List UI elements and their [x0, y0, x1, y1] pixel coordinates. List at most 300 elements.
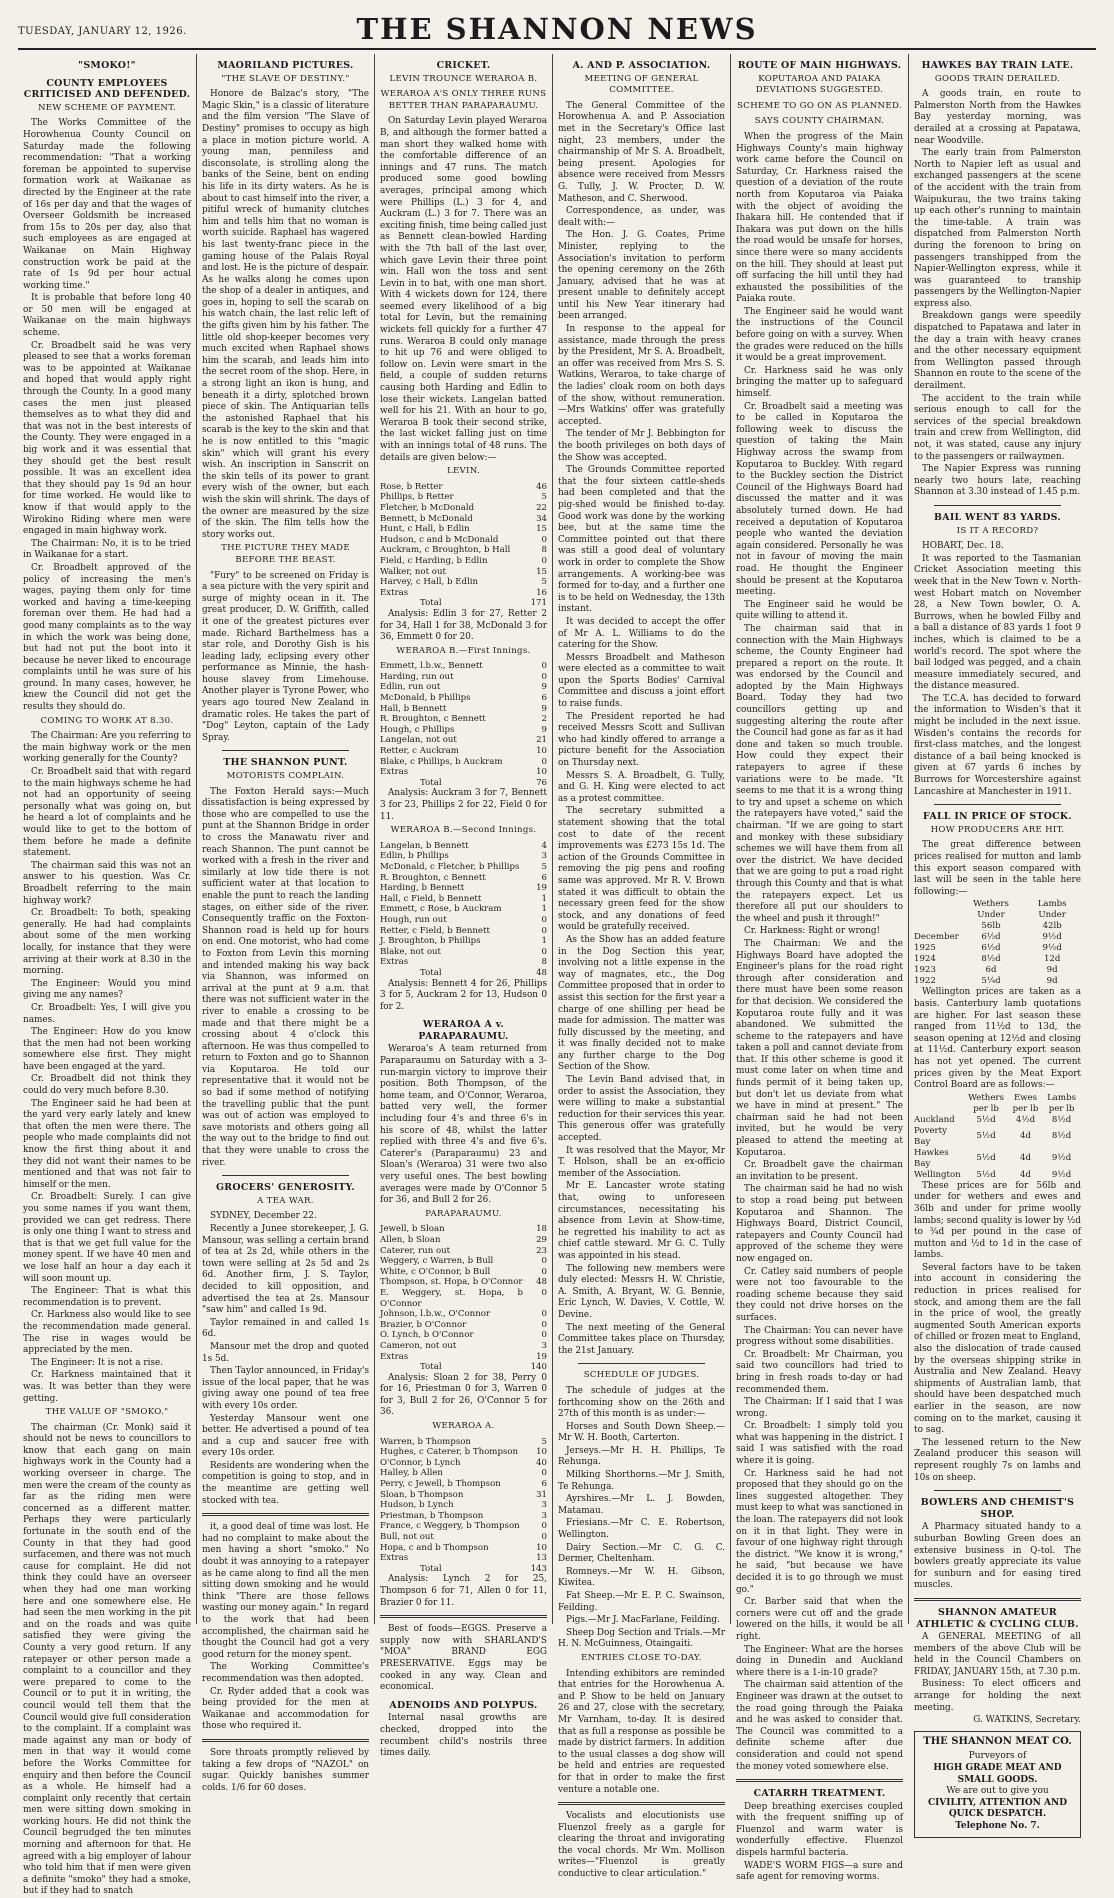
analysis: Analysis: Lynch 2 for 25, Thompson 6 for 71, Allen 0 for 11, Brazier 0 for 11. [380, 1574, 547, 1608]
batsman: Bull, not out [380, 1532, 434, 1542]
score-row [380, 1437, 547, 1448]
paragraph: Messrs Broadbelt and Matheson were elected as a committee to wait upon the Sports Bodies' Carnival Committee and discuss a joint effort to raise funds. [558, 652, 725, 710]
runs: 4 [541, 840, 547, 851]
runs: 48 [536, 967, 547, 978]
batsman: Brazier, b O'Connor [380, 1319, 467, 1330]
runs: 76 [536, 777, 547, 788]
table-cell: 56lb [981, 921, 1001, 932]
runs: 3 [541, 851, 547, 862]
headline-price-of-stock: FALL IN PRICE OF STOCK. [923, 811, 1072, 823]
score-row [380, 535, 547, 546]
paragraph: The lessened return to the New Zealand producer this season will represent roughly 7s on lambs and 10s on sheep. [914, 1437, 1081, 1483]
runs: 10 [536, 1447, 547, 1458]
signature: G. WATKINS, Secretary. [973, 1715, 1081, 1726]
paragraph: The Engineer: Would you mind giving me any names? [23, 978, 191, 1001]
headline-athletic-club: SHANNON AMATEUR ATHLETIC & CYCLING CLUB. [916, 1606, 1079, 1630]
batsman: Jewell, b Sloan [380, 1224, 445, 1235]
paragraph: When the progress of the Main Highways County's main highway work came before the Council on Saturday, Cr. Harkness raised the question of a deviation of the route north from Koputaroa via Paiaka with the object of avoiding the Ihakara hill. He contended that if Ihakara was put down on the hills the road would be unsafe for horses, since there were so many accidents on the hill. They should at least put off surfacing the hill until they had exhausted the possibilities of the Paiaka route. [736, 131, 903, 305]
runs: 48 [536, 1277, 547, 1288]
batsman: Walker, not out [380, 566, 446, 577]
table-cell: 9½d [1051, 1153, 1072, 1164]
runs: 0 [541, 1266, 547, 1277]
batsman: Bennett, b McDonald [380, 513, 473, 524]
runs: 15 [536, 566, 547, 577]
judge-entry: Pigs.—Mr J. MacFarlane, Feilding. [566, 1615, 720, 1626]
score-row [380, 1246, 547, 1257]
score-total-row [380, 778, 547, 789]
judge-entry: Dairy Section.—Mr C. G. C. Dermer, Cheltenham. [558, 1542, 725, 1565]
score-row [380, 904, 547, 915]
table-cell [914, 921, 959, 932]
score-row [380, 862, 547, 873]
score-row [380, 1309, 547, 1320]
runs: 23 [536, 1245, 547, 1256]
divider [578, 1363, 705, 1364]
runs: 0 [541, 555, 547, 566]
paragraph: In response to the appeal for assistance, made through the press by the President, Mr S. A. Broadbelt, an offer was received from Mrs S. S. Watkins, Weraroa, to take charge of the ladies' cloak room on both days of the show, without remuneration.—Mrs Watkins' offer was gratefully accepted. [558, 324, 725, 427]
runs: 0 [541, 925, 547, 936]
score-row [380, 746, 547, 757]
paragraph: The Engineer: How do you know that the men had not been working somewhere else first. They might have been engaged at the yard. [23, 1027, 191, 1072]
score-row [380, 947, 547, 958]
divider [202, 1739, 369, 1742]
paragraph: A Pharmacy situated handy to a suburban Bowling Green does an extensive business in Q-tol. The bowlers greatly appreciate its value for sunburn and for easing tired muscles. [914, 1522, 1081, 1591]
runs: 40 [536, 1457, 547, 1468]
batsman: Harding, run out [380, 671, 454, 682]
subhead-coming-to-work: COMING TO WORK AT 8.30. [40, 715, 174, 726]
scorecard-weraroa-b-first [380, 661, 547, 788]
score-row [380, 1447, 547, 1458]
table-cell: 12d [1043, 954, 1061, 965]
batsman: Thompson, st. Hopa, b O'Connor [380, 1277, 523, 1288]
paragraph: Intending exhibitors are reminded that entries for the Horowhenua A. and P. Show to be held on January 26 and 27, close with the secretary, Mr Varnham, to-day. It is desired that as full a response as possible be made by district farmers. In addition to the usual classes a dog show will be held and entries are requested for that in order to make the first venture a notable one. [558, 1668, 725, 1795]
batsman: Johnson, l.b.w., O'Connor [380, 1309, 491, 1320]
paragraph: Cr. Broadbelt: Surely. I can give you some names if you want them, provided we can get redress. There is only one thing I want to stress and that is that we get full value for the money spent. If we have 40 men and we lose half an hour a day each it will soon mount up. [23, 1192, 191, 1284]
paragraph: Then Taylor announced, in Friday's issue of the local paper, that he was giving away one pound of tea free with every 10s order. [202, 1366, 369, 1411]
table-cell: 9½d [1042, 943, 1062, 954]
divider [222, 750, 349, 751]
score-row [380, 1267, 547, 1278]
batsman: McDonald, b Phillips [380, 693, 471, 704]
paragraph: The chairman said attention of the Engineer was drawn at the outset to the road going through the Paiaka and he was asked to consider that. The Council was committed to a definite scheme after due consideration and could not spend the money voted somewhere else. [736, 1680, 903, 1772]
divider [558, 1802, 725, 1805]
column-header [914, 1093, 963, 1115]
batsman: Perry, c Jewell, b Thompson [380, 1479, 501, 1490]
table-cell: 1922 [914, 976, 936, 987]
divider [934, 505, 1061, 506]
headline-hawkes-bay-train: HAWKES BAY TRAIN LATE. [921, 60, 1074, 71]
score-row [380, 926, 547, 937]
ad-title: THE SHANNON MEAT CO. [923, 1735, 1072, 1747]
score-row [380, 1500, 547, 1511]
batsman: J. Broughton, b Phillips [380, 936, 481, 947]
ad-line: HIGH GRADE MEAT AND SMALL GOODS. [933, 1763, 1062, 1785]
paragraph: The Grounds Committee reported that the four sixteen cattle-sheds had been completed and that the pig-shed would be finished to-day. Good work was done by the working bee, but at the same time the Committee pointed out that there was still a good deal of voluntary work in order to complete the Show arrangements. A working-bee was formed for to-day, and a further one is to be held on Wednesday, the 13th instant. [558, 465, 725, 615]
runs: 8 [541, 957, 547, 968]
divider [222, 1175, 349, 1176]
score-row [380, 545, 547, 556]
ad-line: We are out to give you [946, 1786, 1049, 1797]
table-cell: 1924 [914, 954, 936, 965]
runs: 0 [541, 1468, 547, 1479]
table-cell: 5½d [976, 1169, 996, 1180]
batsman: Caterer, run out [380, 1245, 451, 1256]
paragraph: On Saturday Levin played Weraroa B, and although the former batted a man short they walked home with the comfortable difference of an innings and 47 runs. The match produced some good bowling averages, principal among which were Phillips (L.) 3 for 4, and Auckram (L.) 3 for 7. There was an exciting finish, time being called just as Bennett clean-bowled Harding with the 7th ball of the last over, which gave Levin their three point win. Hall won the toss and sent Levin in to bat, with one man short. With 4 wickets down for 124, there seemed every likelihood of a big total for Levin, but the remaining wickets fell quickly for a further 47 runs. Weraroa B could only manage to hit up 76 and were obliged to follow on. Levin were smart in the field, a couple of sudden returns causing both Harding and Edlin to lose their wickets. Langelan batted well for his 21. With an hour to go, Weraroa B took their second strike, the last wicket falling just on time with an innings total of 48 runs. The details are given below:— [380, 116, 547, 463]
ad-line: Telephone No. 7. [955, 1821, 1040, 1831]
runs: 140 [530, 1362, 547, 1373]
dateline: HOBART, Dec. 18. [922, 541, 1004, 552]
runs: 143 [530, 1563, 547, 1574]
paragraph: The Chairman: Are you referring to the main highway work or the men working generally for the County? [23, 731, 191, 765]
runs: 21 [536, 735, 547, 746]
paragraph: The Chairman: If I said that I was wrong. [736, 1397, 903, 1419]
paragraph: A GENERAL MEETING of all members of the above Club will be held in the Council Chambers on FRIDAY, JANUARY 15th, at 7.30 p.m. [914, 1632, 1081, 1677]
batsman: Sloan, b Thompson [380, 1489, 464, 1500]
paragraph: The early train from Palmerston North to Napier left as usual and exchanged passengers at the scene of the accident with the train from Waipukurau, the two trains taking up each other's running to maintain the time-table. A train was dispatched from Palmerston North during the forenoon to bring on passengers transhipped from the Napier-Wellington express, while it was guaranteed to tranship passengers by the Wellington-Napier express also. [914, 148, 1081, 309]
batsman: Harding, b Bennett [380, 883, 465, 894]
scorecard-levin [380, 482, 547, 609]
newspaper-title: THE SHANNON NEWS [356, 12, 758, 46]
runs: 1 [541, 904, 547, 915]
paragraph: The Engineer: What are the horses doing in Dunedin and Auckland where there is a 1-in-10 grade? [736, 1644, 903, 1678]
column-header: Wethers Under [973, 899, 1009, 921]
paragraph: Weraroa's A team returned from Paraparaumu on Saturday with a 3-run-margin victory to improve their position. Both Thompson, of the home team, and O'Connor, Weraroa, batted very well, the former including four 4's and three 6's in his score of 48, whilst the latter replied with three 4's and five 6's. Caterer's (Paraparaumu) 23 and Sloan's (Weraroa) 31 were two also very useful ones. The best bowling averages were made by O'Connor 5 for 36, and Bull 2 for 26. [380, 1044, 547, 1206]
ad-line: CIVILITY, ATTENTION AND QUICK DESPATCH. [927, 1797, 1068, 1820]
batsman: Harvey, c Hall, b Edlin [380, 577, 479, 588]
paragraph: "Fury" to be screened on Friday is a sea picture with the very spirit and surge of mighty ocean in it. The great producer, D. W. Griffith, called it one of the greatest pictures ever made. Richard Barthelmess has a star role, and Dorothy Gish is his leading lady, eclipsing every other performance as Minnie, the hash-house slavey from Limehouse. Another player is Tyrone Power, who years ago toured New Zealand in dramatic roles. He takes the part of "Dog" Leyton, captain of the Lady Spray. [202, 570, 369, 743]
runs: 8 [541, 545, 547, 556]
batsman: Field, c Harding, b Edlin [380, 555, 488, 566]
divider [736, 1779, 903, 1782]
subhead-levin-trounce: LEVIN TROUNCE WERAROA B. [389, 73, 538, 84]
runs: 5 [541, 1436, 547, 1447]
score-row [380, 556, 547, 567]
table-row [914, 943, 1081, 954]
subhead-county-employees: COUNTY EMPLOYEES CRITICISED AND DEFENDED. [23, 77, 191, 101]
subhead-motorists-complain: MOTORISTS COMPLAIN. [226, 771, 345, 782]
score-row [380, 725, 547, 736]
runs: 15 [536, 524, 547, 535]
team-heading-weraroa-b-second: WERAROA B.—Second Innings. [390, 825, 537, 836]
subhead-scheme-as-planned: SCHEME TO GO ON AS PLANNED. [737, 100, 902, 111]
batsman: Retter, c Auckram [380, 746, 459, 757]
paragraph: Recently a Junee storekeeper, J. G. Mansour, was selling a certain brand of tea at 2s 2d, while others in the town were selling at 2s 5d and 2s 6d. Another firm, J. S. Taylor, decided to kill opposition, and advertised the tea at 2s. Mansour "saw him" and called 1s 9d. [202, 1224, 369, 1316]
paragraph: Cr. Broadbelt said a meeting was to be called in Koputaroa the following week to discuss the question of taking the Main Highway across the swamp from Koputaroa to Buckley. With regard to the Buckley section the District Council of the Highways Board had discussed the matter and it was absolutely turned down. He had received a deputation of Koputaroa people who wanted the deviation again considered. Personally he was not in favour of moving the main road. He thought the Engineer should be present at the Koputaroa meeting. [736, 401, 903, 598]
runs: 13 [536, 1553, 547, 1564]
paragraph: Cr. Harkness said he had not proposed that they should go on the lines suggested altogether. They must keep to what was sanctioned in the loan. The ratepayers did not look on it in that light. They were in favour of one highway right through the district. "We know it is wrong," he said, "but because we have decided it is to go through we must go." [736, 1468, 903, 1595]
batsman: Extras [380, 957, 409, 968]
advertisement-worm-figs: WADE'S WORM FIGS—a sure and safe agent for removing worms. [736, 1860, 903, 1883]
paragraph: As the Show has an added feature in the Dog Section this year, involving not a little expense in the way of magnates, etc., the Dog Committee proposed that in order to assist this section for the first year a charge of one shilling per head be made for admission. The matter was fully discussed by the meeting, and it was finally decided not to make any further charge to the Dog Section of the Show. [558, 934, 725, 1073]
analysis: Analysis: Edlin 3 for 27, Retter 2 for 34, Hall 1 for 38, McDonald 3 for 36, Emmett 0 for 20. [380, 608, 547, 643]
score-row [380, 1288, 547, 1309]
table-cell: 42lb [1042, 921, 1062, 932]
paragraph: The tender of Mr J. Bebbington for the booth privileges on both days of the Show was accepted. [558, 429, 725, 463]
batsman: Langelan, b Bennett [380, 840, 469, 851]
score-row [380, 682, 547, 693]
score-row [380, 482, 547, 493]
runs: 18 [536, 1224, 547, 1235]
paragraph: it, a good deal of time was lost. He had no complaint to make about the men having a short "smoko." No doubt it was annoying to a ratepayer as he came along to find all the men sitting down smoking and he would think "There are those fellows wasting our money again." In regard to the work that had been accomplished, the chairman said he thought the Council had got a very good return for the money spent. [202, 1522, 369, 1660]
paragraph: Cr. Catley said numbers of people were not too favourable to the roading scheme because they said they could not drive horses on the surfaces. [736, 1266, 903, 1323]
paragraph: Breakdown gangs were speedily dispatched to Papatawa and later in the day a train with heavy cranes and the other necessary equipment from Wellington passed through Shannon en route to the scene of the derailment. [914, 311, 1081, 392]
paragraph: Messrs S. A. Broadbelt, G. Tully, and G. H. King were elected to act as a protest committee. [558, 770, 725, 804]
divider [380, 1615, 547, 1618]
paragraph: It was resolved that the Mayor, Mr T. Holson, shall be an ex-officio member of the Association. [558, 1145, 725, 1179]
price-table-current [914, 1093, 1081, 1181]
score-row [380, 514, 547, 525]
table-cell: December [914, 932, 959, 943]
batsman: Hopa, c and b Thompson [380, 1542, 489, 1553]
table-cell: Poverty Bay [914, 1125, 947, 1147]
column-header: Lambs per lb [1047, 1092, 1076, 1114]
score-row [380, 588, 547, 599]
table-cell: 4d [1020, 1169, 1032, 1180]
headline-maoriland-pictures: MAORILAND PICTURES. [217, 60, 354, 71]
issue-date: TUESDAY, JANUARY 12, 1926. [18, 26, 187, 37]
table-cell: 6½d [981, 943, 1001, 954]
table-cell: Wellington [914, 1169, 961, 1180]
batsman: Total [420, 1563, 442, 1574]
score-row [380, 1468, 547, 1479]
runs: 34 [536, 513, 547, 524]
column-header: Lambs Under [1037, 899, 1067, 921]
batsman: Hughes, c Caterer, b Thompson [380, 1447, 519, 1458]
table-row [914, 965, 1081, 976]
runs: 0 [541, 1256, 547, 1267]
table-row [914, 1170, 1081, 1181]
subhead-schedule-of-judges: SCHEDULE OF JUDGES. [583, 1370, 700, 1381]
score-row [380, 714, 547, 725]
runs: 3 [541, 1500, 547, 1511]
score-row [380, 693, 547, 704]
runs: 5 [541, 861, 547, 872]
score-row [380, 1320, 547, 1331]
judge-entry: Sheep Dog Section and Trials.—Mr H. N. McGuinness, Otaingaiti. [558, 1627, 725, 1650]
paragraph: Cr. Harkness maintained that it was. It was better than they were getting. [23, 1370, 191, 1404]
batsman: Total [420, 1362, 442, 1373]
paragraph: Cr. Harkness also would like to see the recommendation made general. The rise in wages would be appreciated by the men. [23, 1310, 191, 1356]
paragraph: The Chairman: You can never have progress without some disabilities. [736, 1325, 903, 1348]
subhead-value-of-smoko: THE VALUE OF "SMOKO." [45, 1407, 169, 1418]
table-cell: 9½d [1051, 1169, 1072, 1180]
paragraph: Cr. Broadbelt: Mr Chairman, you said two councillors had tried to bring in fresh roads to-day or had recommended them. [736, 1349, 903, 1395]
paragraph: Cr. Harkness said he was only bringing the matter up to safeguard himself. [736, 365, 903, 400]
divider [934, 804, 1061, 805]
scorecard-weraroa-a [380, 1437, 547, 1575]
runs: 1 [541, 936, 547, 947]
column-3 [374, 54, 552, 1759]
batsman: Halley, b Allen [380, 1468, 443, 1479]
paragraph: The Working Committee's recommendation was then adopted. [202, 1662, 369, 1684]
paragraph: Cr. Broadbelt did not think they could do very much before 8.30. [23, 1074, 191, 1097]
paragraph: The Foxton Herald says:—Much dissatisfaction is being expressed by those who are compelled to use the punt at the Shannon Bridge in order to cross the Manawatu river and reach Shannon. The punt cannot be worked with a fresh in the river and similarly at low tide there is not sufficient water at that location to enable the punt to reach the landing stages, on either side of the river. Consequently traffic on the Foxton-Shannon road is held up for hours on end. One motorist, who had come to Foxton from Levin this morning and intended making his way back via Shannon, was informed on arrival at the punt at 9 a.m. that there was not sufficient water in the river to enable a crossing to be made and that there might be a crossing about 4 o'clock this afternoon. He was thus compelled to return to Foxton and go to Shannon via Koputaroa. He told our representative that it would not be so bad if some method of notifying the travelling public that the punt was out of action was employed to save motorists and others going all the way out to the bridge to find out that they were unable to cross the river. [202, 786, 369, 1168]
headline-grocers-generosity: GROCERS' GENEROSITY. [216, 1182, 355, 1194]
table-cell: 9d [1046, 976, 1058, 987]
column-header: Wethers per lb [968, 1092, 1004, 1114]
table-cell: 6d [985, 965, 997, 976]
batsman: Hough, c Phillips [380, 724, 455, 735]
score-row [380, 735, 547, 746]
headline-smoko: "SMOKO!" [78, 60, 136, 71]
batsman: Blake, not out [380, 946, 441, 957]
paragraph: Several factors have to be taken into account in considering the reduction in prices realised for stock, and among them are the fall in the price of wool, the greatly augmented South American exports of chilled or frozen meat to England, also the dislocation of trade caused by the overseas shipping strike in Australia and New Zealand. Heavy shipments of Australian lamb, that should have been despatched much earlier in the season, are now coming on to the market, causing it to sag. [914, 1262, 1081, 1436]
paragraph: The chairman said he had no wish to stop a road being put between Koputaroa and Shannon. The Highways Board, District Council, ratepayers and County Council had approved of the scheme they were now engaged on. [736, 1184, 903, 1264]
score-row [380, 936, 547, 947]
score-total-row [380, 1564, 547, 1575]
paragraph: The Engineer said he would want the instructions of the Council before going on with a survey. When the grades were reduced on the hills it would be a great improvement. [736, 306, 903, 364]
batsman: O. Lynch, b O'Connor [380, 1330, 474, 1341]
runs: 9 [541, 682, 547, 693]
batsman: Langelan, not out [380, 735, 457, 746]
runs: 19 [536, 1351, 547, 1362]
batsman: Hudson, c and b McDonald [380, 534, 499, 545]
paragraph: The accident to the train while serious enough to call for the services of the special breakdown train and crew from Wellington, did not, it was stated, cause any injury to the passengers or railwaymen. [914, 393, 1081, 462]
batsman: Extras [380, 767, 409, 778]
paragraph: Cr. Broadbelt said he was very pleased to see that a works foreman was to be appointed at Waikanae and hoped that would apply right through the County. In a good many cases the men just pleased themselves as to what they did and that was not in the best interests of the County. They were engaged in a big work and it was essential that they should get the best result possible. It was an excellent idea that they should pay 1s 9d an hour for time worked. He would like to know if that would apply to the Wirokino Riding where men were engaged in main highway work. [23, 340, 191, 537]
paragraph: It was decided to accept the offer of Mr A. L. Williams to do the catering for the Show. [558, 616, 725, 651]
column-1 [18, 54, 196, 1897]
paragraph: The Works Committee of the Horowhenua County Council on Saturday made the following recommendation: "That a working foreman be appointed to supervise formation work at Waikanae as directed by the Engineer at the rate of 16s per day and that the wages of Overseer Goldsmith be increased from 15s to 20s per day, also that such employees as are engaged at Waikanae on Main Highway construction work be paid at the rate of 1s 9d per hour actual working time." [23, 118, 191, 291]
runs: 0 [541, 1521, 547, 1532]
subhead-county-chairman: SAYS COUNTY CHAIRMAN. [754, 116, 885, 127]
advertisement-eggs: Best of foods—EGGS. Preserve a supply now with SHARLAND'S "MOA" BRAND EGG PRESERVATIVE. Eggs may be cooked in any way. Clean and economical. [380, 1624, 547, 1693]
score-row [380, 883, 547, 894]
runs: 171 [530, 598, 547, 609]
score-row [380, 1479, 547, 1490]
headline-route-main-highways: ROUTE OF MAIN HIGHWAYS. [737, 60, 902, 71]
table-cell: Hawkes Bay [914, 1147, 949, 1169]
table-header-row [914, 1093, 1081, 1115]
table-cell: 6½d [981, 932, 1001, 943]
table-cell: 5¼d [981, 976, 1001, 987]
batsman: Total [420, 598, 442, 609]
paragraph: The President reported he had received Messrs Scott and Sullivan who had kindly offered to arrange a picture benefit for the Association on Thursday next. [558, 711, 725, 769]
subhead-tea-war: A TEA WAR. [257, 1195, 314, 1206]
paragraph: The secretary submitted a statement showing that the total cost to date of the recent improvements was £273 15s 1d. The action of the Grounds Committee in removing the pig pens and roofing same was approved. Mr R. V. Brown stated it was difficult to obtain the necessary green feed for the show stock, and any donations of feed would be gratefully received. [558, 806, 725, 933]
paragraph: Mr E. Lancaster wrote stating that, owing to unforeseen circumstances, necessitating his absence from Levin at Show-time, he regretted his inability to act as chief cattle steward. Mr G. C. Tully was appointed in his stead. [558, 1181, 725, 1261]
score-row [380, 672, 547, 683]
batsman: Hall, c Field, b Bennett [380, 893, 482, 904]
masthead [18, 8, 1096, 50]
batsman: Extras [380, 1553, 409, 1564]
paragraph: The following new members were duly elected: Messrs H. W. Christie, A. Smith, A. Bryant, W. G. Bennie, Eric Lynch, W. Davies, V. Cottle, W. Devine. [558, 1263, 725, 1320]
table-cell: 8½d [981, 954, 1001, 965]
batsman: Auckram, c Broughton, b Hall [380, 545, 511, 556]
batsman: Phillips, b Retter [380, 492, 454, 503]
runs: 6 [541, 872, 547, 883]
runs: 46 [536, 481, 547, 492]
paragraph: Cr. Broadbelt said that with regard to the main highways scheme he had not had an opportunity of seeing personally what was going on, but he heard a lot of complaints and he would like to get to the bottom of them before he made a definite statement. [23, 767, 191, 859]
table-cell: 8½d [1051, 1114, 1072, 1125]
table-cell: 9½d [1042, 932, 1062, 943]
batsman: Total [420, 967, 442, 978]
team-heading-levin: LEVIN. [446, 466, 481, 477]
paragraph: Deep breathing exercises coupled with the frequent sniffing up of Fluenzol and warm water is wonderfully effective. Fluenzol dispels harmful bacteria. [736, 1801, 903, 1859]
score-row [380, 492, 547, 503]
runs: 3 [541, 1340, 547, 1351]
batsman: McDonald, c Fletcher, b Phillips [380, 861, 520, 872]
column-header [914, 899, 959, 921]
table-row [914, 921, 1081, 932]
headline-a-and-p: A. AND P. ASSOCIATION. [572, 60, 711, 71]
paragraph: It was reported to the Tasmanian Cricket Association meeting this week that in the New Town v. North-west Hobart match on November 28, a New Town bowler, O. A. Burrows, when he bowled Filby and a ball a distance of 83 yards 1 foot 9 inches, which is claimed to be a world's record. The spot where the bail lodged was pegged, and a chain measure immediately secured, and the distance measured. [914, 553, 1081, 692]
batsman: France, c Weggery, b Thompson [380, 1521, 520, 1532]
runs: 0 [541, 661, 547, 672]
paragraph: Cr. Ryder added that a cook was being provided for the men at Waikanae and accommodation for those who required it. [202, 1686, 369, 1732]
judge-entry: Jerseys.—Mr H. H. Phillips, Te Rehunga. [558, 1445, 725, 1468]
paragraph: Cr. Broadbelt: To both, speaking generally. He had had complaints about some of the men working locally, for instance that they were arriving at their work at 8.30 in the morning. [23, 908, 191, 977]
divider [914, 1598, 1081, 1601]
score-row [380, 1256, 547, 1267]
paragraph: The Napier Express was running nearly two hours late, reaching Shannon at 3.30 instead of 1.45 p.m. [914, 464, 1081, 498]
runs: 16 [536, 587, 547, 598]
table-row [914, 932, 1081, 943]
runs: 5 [541, 577, 547, 588]
score-row [380, 841, 547, 852]
batsman: Hudson, b Lynch [380, 1500, 454, 1511]
paragraph: Cr. Broadbelt: I simply told you what was happening in the district. I said I was satisfied with the road where it is going. [736, 1421, 903, 1467]
subhead-picture: THE PICTURE THEY MADE BEFORE THE BEAST. [221, 543, 350, 565]
batsman: R. Broughton, c Bennett [380, 714, 486, 725]
advertisement-shannon-meat [914, 1731, 1081, 1838]
table-cell: 8½d [1051, 1131, 1072, 1142]
table-row [914, 1115, 1081, 1126]
runs: 0 [541, 756, 547, 767]
score-row [380, 851, 547, 862]
headline-shannon-punt: THE SHANNON PUNT. [223, 757, 348, 769]
score-total-row [380, 968, 547, 979]
batsman: Cameron, not out [380, 1340, 457, 1351]
batsman: Emmett, l.b.w., Bennett [380, 661, 483, 672]
batsman: Hunt, c Hall, b Edlin [380, 524, 470, 535]
analysis: Analysis: Bennett 4 for 26, Phillips 3 for 5, Auckram 2 for 13, Hudson 0 for 2. [380, 978, 547, 1012]
paragraph: Cr. Harkness: Right or wrong! [744, 926, 881, 937]
batsman: Total [420, 777, 442, 788]
batsman: O'Connor, b Lynch [380, 1457, 461, 1468]
subhead-producers: HOW PRODUCERS ARE HIT. [930, 824, 1065, 835]
runs: 0 [541, 671, 547, 682]
paragraph: These prices are for 56lb and under for wethers and ewes and 36lb and under for prime woolly lambs; second quality is lower by ½d to ¾d per pound in the case of mutton and ½d to 1d in the case of lambs. [914, 1180, 1081, 1261]
paragraph: The chairman said this was not an answer to his question. Was Cr. Broadbelt referring to the main highway work? [23, 860, 191, 906]
score-row [380, 894, 547, 905]
runs: 0 [541, 946, 547, 957]
paragraph: Mansour met the drop and quoted 1s 5d. [202, 1341, 369, 1364]
paragraph: The Engineer said he had been at the yard very early lately and knew that often the men were there. The people who made complaints did not know the first thing about it and they did not want their names to be mentioned and that was not fair to himself or the men. [23, 1098, 191, 1190]
runs: 5 [541, 492, 547, 503]
scorecard-weraroa-b-second [380, 841, 547, 979]
score-row [380, 767, 547, 778]
runs: 10 [536, 767, 547, 778]
subhead-payment-scheme: NEW SCHEME OF PAYMENT. [37, 102, 177, 113]
paragraph: The Levin Band advised that, in order to assist the Association, they were willing to make a substantial reduction for their services this year. This generous offer was gratefully accepted. [558, 1075, 725, 1144]
score-row [380, 1458, 547, 1469]
runs: 10 [536, 1542, 547, 1553]
table-cell: Auckland [914, 1114, 955, 1125]
divider [202, 1513, 369, 1516]
paragraph: The great difference between prices realised for mutton and lamb this export season compared with last will be seen in the table here following:— [914, 840, 1081, 897]
score-total-row [380, 1362, 547, 1373]
paragraph: Correspondence, as under, was dealt with:— [558, 206, 725, 228]
batsman: Hough, run out [380, 914, 447, 925]
score-row [380, 577, 547, 588]
analysis: Analysis: Sloan 2 for 38, Perry 0 for 16, Priestman 0 for 3, Warren 0 for 3, Bull 2 for 26, O'Connor 5 for 36. [380, 1372, 547, 1418]
runs: 0 [541, 534, 547, 545]
paragraph: Honore de Balzac's story, "The Magic Skin," is a classic of literature and the film version "The Slave of Destiny" promises to occupy as high a place in motion picture world. A young man, penniless and disconsolate, is strolling along the banks of the Seine, bent on ending his life in its dirty waters. As he is about to cast himself into the river, a pitiful wreck of humanity clutches him and tells him that no woman is worth suicide. Raphael has wagered his last twenty-franc piece in the gaming house of the Palais Royal and lost. He is the picture of despair. As he walks along he comes upon the shop of a dealer in antiques, and goes in, hoping to sell the scarab on his watch chain, the last relic left of the gifts given him by his father. The little old shop-keeper becomes very much excited when Raphael shows him the scarab, and leads him into the secret room of the shop. Here, in a strong light an ikon is hung, and beneath it a dirty, splotched brown piece of skin. The Antiquarian tells the astonished Raphael that his scarab is the key to the skin and that he is now entitled to this "magic skin" which will grant his every wish. An inscription in Sanscrit on the skin tells of its power to grant every wish of the owner, but each wish the skin will shrink. The days of the owner are measured by the size of the skin. The film tells how the story works out. [202, 89, 369, 540]
column-5 [730, 54, 908, 1883]
paragraph: The next meeting of the General Committee takes place on Thursday, the 21st January. [558, 1322, 725, 1356]
runs: 1 [541, 893, 547, 904]
